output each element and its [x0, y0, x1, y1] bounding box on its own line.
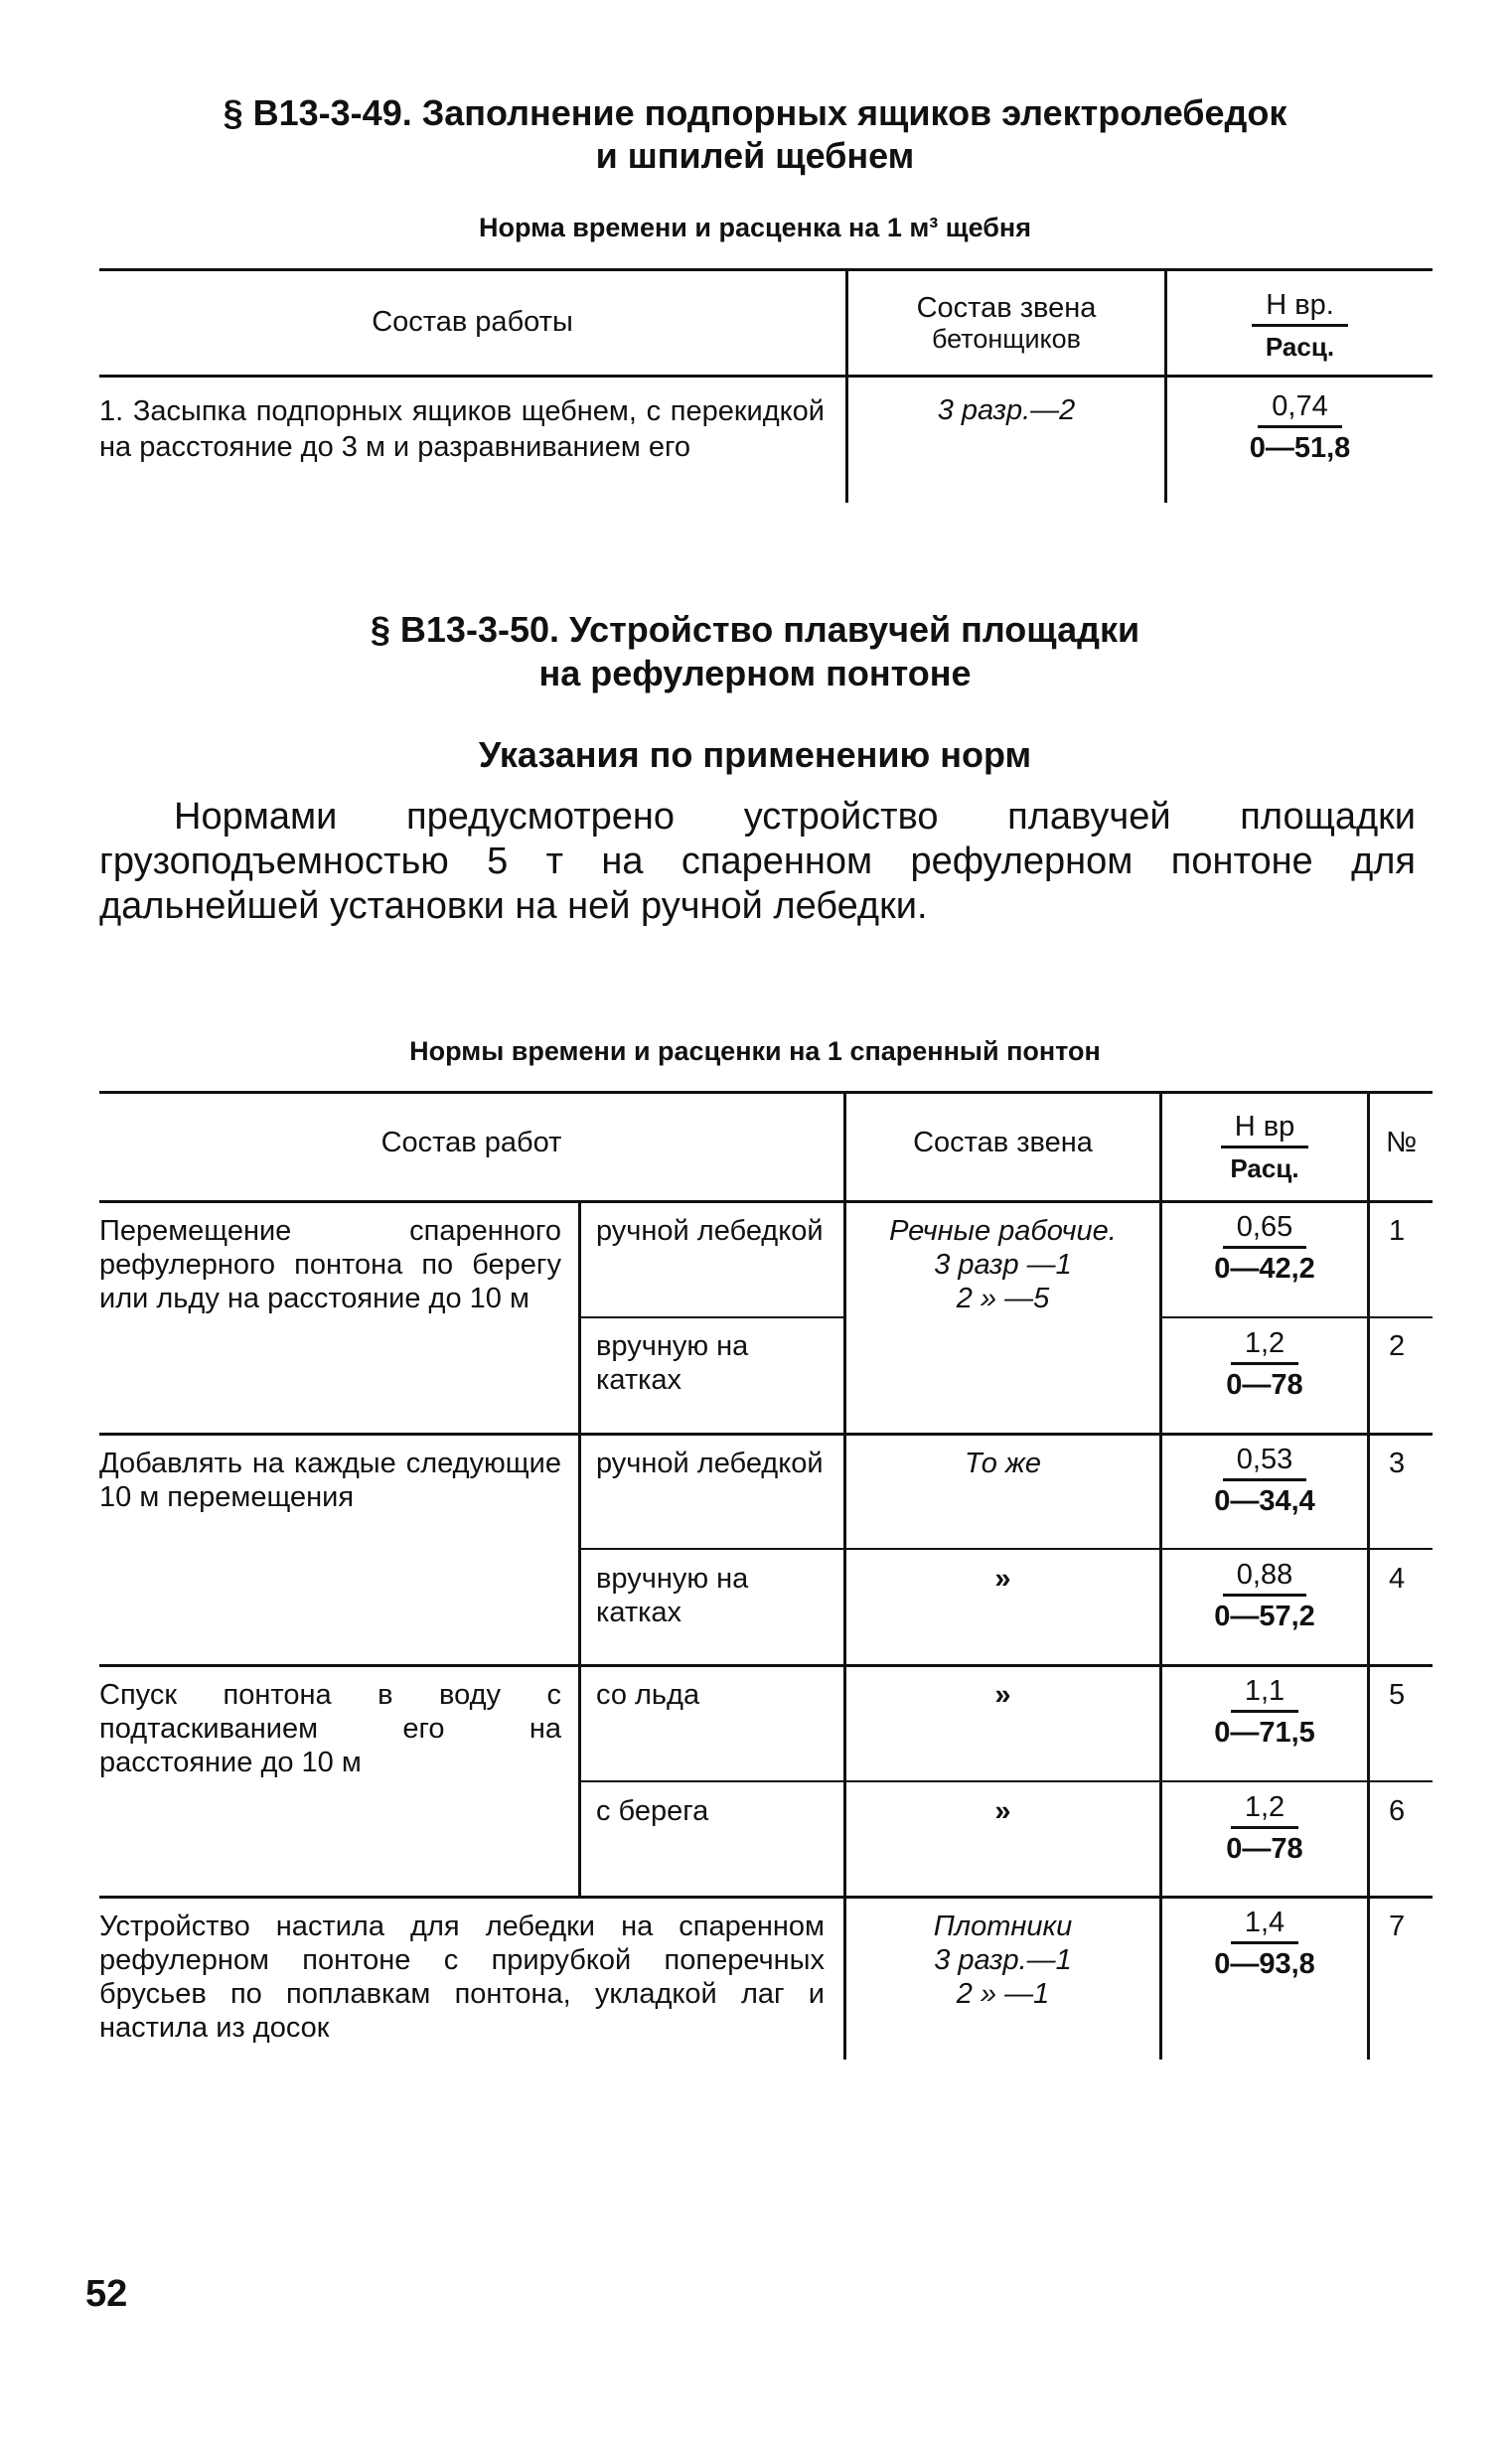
table2-row6-norm-value: 1,2	[1231, 1788, 1298, 1829]
table1-row-norm	[1167, 387, 1433, 468]
table2-group4-crew	[846, 1910, 1159, 2011]
table2-row1-no: 1	[1389, 1215, 1406, 1247]
table2-group1-crew-line2: 3 разр —1	[934, 1249, 1072, 1281]
table2-row1-norm-divider	[1162, 1316, 1433, 1318]
table2-group1-crew-line3: 2 » —5	[956, 1283, 1050, 1314]
table2-row2-method: вручную на катках	[596, 1330, 749, 1396]
table2-row1-method-divider	[581, 1316, 845, 1318]
table2-header-border	[99, 1200, 1433, 1203]
table1-header-work: Состав работы	[372, 306, 573, 338]
table2-row2-norm-value: 1,2	[1231, 1324, 1298, 1365]
table1-row-norm-value: 0,74	[1258, 387, 1341, 428]
table2-row4-method: вручную на катках	[596, 1563, 749, 1628]
table2-row6-crew: »	[994, 1795, 1011, 1827]
table2-header-norm	[1162, 1108, 1367, 1188]
table2-row4-norm-value: 0,88	[1223, 1556, 1306, 1597]
table1-header-crew-line2: бетонщиков	[931, 324, 1082, 354]
table1-row-work: 1. Засыпка подпорных ящиков щебнем, с перекидкой на расстояние до 3 м и разравниванием его	[99, 395, 825, 463]
table2-row7-rate-value: 0—93,8	[1214, 1948, 1315, 1980]
table2-group1-border	[99, 1433, 1433, 1436]
table2-row5-norm-value: 1,1	[1231, 1672, 1298, 1713]
table2-header-crew: Состав звена	[913, 1127, 1093, 1158]
section1-norm-caption: Норма времени и расценка на 1 м³ щебня	[479, 213, 1031, 242]
table2-row2-no: 2	[1389, 1330, 1406, 1362]
section2-norm-caption: Нормы времени и расценки на 1 спаренный понтон	[409, 1036, 1101, 1066]
table2-row5-divider	[581, 1780, 1433, 1782]
table1-header-border	[99, 375, 1433, 378]
table2-header-no: №	[1385, 1127, 1418, 1158]
table2-row3-divider	[581, 1548, 1433, 1550]
section2-title-line1: § В13-3-50. Устройство плавучей площадки	[370, 609, 1140, 650]
table2-row6-no: 6	[1389, 1795, 1406, 1827]
table2-header-norm-bottom: Расц.	[1230, 1153, 1299, 1183]
table2-header-work: Состав работ	[380, 1127, 562, 1158]
table2-group1-work: Перемещение спаренного рефулерного понтона по берегу или льду на расстояние до 10 м	[99, 1215, 561, 1314]
table2-col-divider-3	[1367, 1091, 1370, 2060]
table1-header-crew-line1: Состав звена	[916, 292, 1097, 324]
table2-group4-work: Устройство настила для лебедки на спаренном рефулерном понтоне с прирубкой поперечных брусьев по поплавкам понтона, укладкой лаг и настила из досок	[99, 1911, 825, 2044]
table2-row3-no: 3	[1389, 1448, 1406, 1479]
table2-row6-rate-value: 0—78	[1226, 1833, 1303, 1865]
section2-title-line2: на рефулерном понтоне	[538, 653, 972, 693]
table2-group4-crew-line2: 3 разр.—1	[934, 1944, 1072, 1976]
section1-title-line1: § В13-3-49. Заполнение подпорных ящиков электролебедок	[223, 92, 1287, 133]
table2-row4-rate-value: 0—57,2	[1214, 1601, 1315, 1632]
table2-row4-norm	[1162, 1556, 1367, 1636]
section1-title-line2: и шпилей щебнем	[595, 135, 915, 176]
table1-header-norm-bottom: Расц.	[1265, 332, 1335, 362]
page-number: 52	[85, 2273, 128, 2315]
table1-header-norm-top: Н вр.	[1252, 286, 1348, 327]
table1-top-border	[99, 268, 1433, 271]
table2-row4-no: 4	[1389, 1563, 1406, 1595]
section2-instructions-heading: Указания по применению норм	[478, 734, 1032, 775]
table2-top-border	[99, 1091, 1433, 1094]
table2-row6-method: с берега	[596, 1795, 709, 1827]
section2-instructions-text: Нормами предусмотрено устройство плавучей площадки грузоподъемностью 5 т на спаренном рефулерном понтоне для дальнейшей установки на ней ручной лебедки.	[99, 796, 1416, 927]
table2-row1-norm-value: 0,65	[1223, 1208, 1306, 1249]
table2-row5-rate-value: 0—71,5	[1214, 1717, 1315, 1749]
table2-row5-norm	[1162, 1672, 1367, 1753]
table2-group2-border	[99, 1664, 1433, 1667]
table2-row1-norm	[1162, 1208, 1367, 1289]
table2-row1-rate-value: 0—42,2	[1214, 1253, 1315, 1285]
table2-row6-norm	[1162, 1788, 1367, 1869]
table1-row-rate-value: 0—51,8	[1249, 432, 1351, 464]
table2-method-divider	[578, 1200, 581, 1896]
table2-row5-method: со льда	[596, 1679, 700, 1711]
table2-row2-norm	[1162, 1324, 1367, 1405]
table2-group3-border	[99, 1896, 1433, 1899]
table2-row5-no: 5	[1389, 1679, 1406, 1711]
table2-group1-crew-line1: Речные рабочие.	[889, 1215, 1117, 1247]
table2-row3-crew: То же	[964, 1448, 1042, 1479]
table2-row3-norm-value: 0,53	[1223, 1441, 1306, 1481]
table2-row3-norm	[1162, 1441, 1367, 1521]
table1-row-crew: 3 разр.—2	[937, 394, 1076, 426]
table2-group2-work: Добавлять на каждые следующие 10 м перемещения	[99, 1448, 561, 1513]
table2-group4-crew-line3: 2 » —1	[956, 1978, 1050, 2010]
table2-row7-no: 7	[1389, 1911, 1406, 1942]
table2-row3-method: ручной лебедкой	[596, 1448, 824, 1479]
table2-group1-crew	[846, 1214, 1159, 1315]
table2-row7-norm	[1162, 1904, 1367, 1984]
table2-row3-rate-value: 0—34,4	[1214, 1485, 1315, 1517]
table1-header-norm	[1167, 286, 1433, 367]
table2-group4-crew-line1: Плотники	[933, 1911, 1073, 1942]
table2-row7-norm-value: 1,4	[1231, 1904, 1298, 1944]
table2-row2-rate-value: 0—78	[1226, 1369, 1303, 1401]
table2-row4-crew: »	[994, 1563, 1011, 1595]
table2-row1-method: ручной лебедкой	[596, 1215, 824, 1247]
table2-row5-crew: »	[994, 1679, 1011, 1711]
table2-group3-work: Спуск понтона в воду с подтаскиванием его на расстояние до 10 м	[99, 1679, 561, 1778]
table2-header-norm-top: Н вр	[1221, 1108, 1309, 1148]
